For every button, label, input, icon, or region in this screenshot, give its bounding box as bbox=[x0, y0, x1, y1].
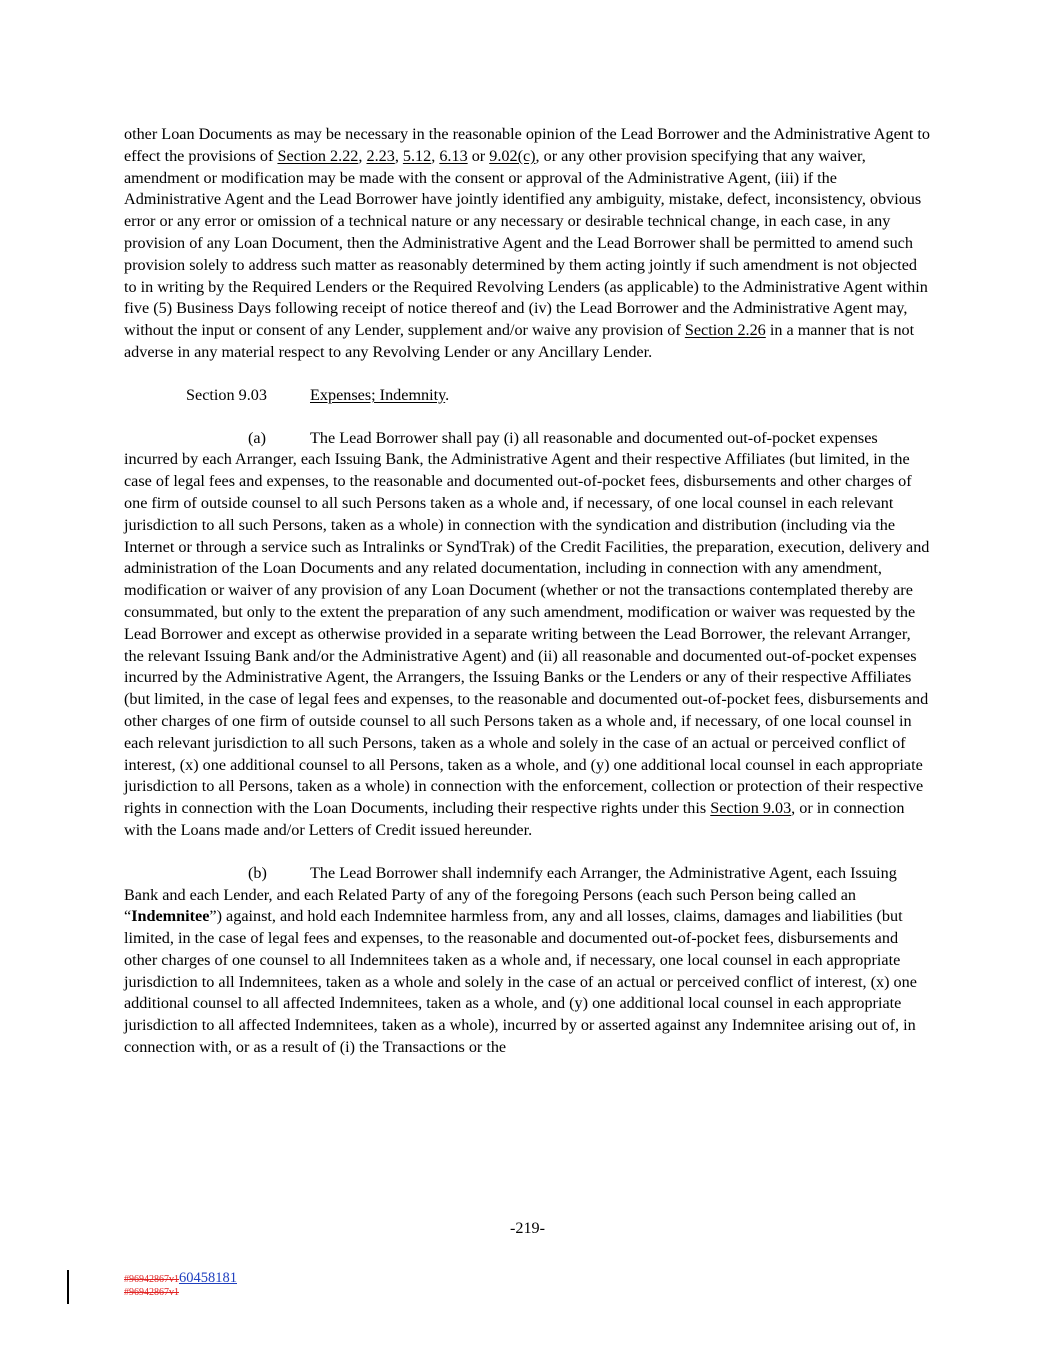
cross-reference: Section 9.03 bbox=[710, 799, 792, 818]
subsection-label: (b) bbox=[248, 863, 267, 882]
subsection-b bbox=[124, 863, 930, 1059]
document-page bbox=[124, 124, 930, 1059]
subsection-label: (a) bbox=[248, 428, 266, 447]
text-run: , or in connection with the Loans made and/or Letters of Credit issued hereunder. bbox=[124, 799, 905, 839]
cross-reference: 9.02(c) bbox=[489, 146, 536, 165]
defined-term: Indemnitee bbox=[131, 907, 210, 926]
doc-id-inserted: 60458181 bbox=[179, 1270, 237, 1286]
section-number: Section 9.03 bbox=[186, 385, 267, 404]
cross-reference: 5.12 bbox=[402, 146, 432, 165]
change-bar bbox=[67, 1270, 69, 1304]
cross-reference: Section 2.26 bbox=[684, 321, 766, 340]
separator: or bbox=[467, 146, 490, 165]
separator: . bbox=[445, 385, 450, 404]
separator: , bbox=[358, 146, 367, 165]
paragraph-continuation bbox=[124, 124, 930, 364]
text-run: The Lead Borrower shall pay (i) all reasonable and documented out-of-pocket expenses incurred by each Arranger, each Issuing Bank, the Administrative Agent and their respective Affiliates (but limited, in the case of legal fees and expenses, to the reasonable and documented out-of-pocket fees, disbursements and other charges of one firm of outside counsel to all such Persons taken as a whole and, if necessary, of one local counsel in each relevant jurisdiction to all such Persons, taken as a whole) in connection with the syndication and distribution (including via the Internet or through a service such as Intralinks or SyndTrak) of the Credit Facilities, the preparation, execution, delivery and administration of the Loan Documents and any related documentation, including in connection with any amendment, modification or waiver of any provision of any Loan Document (whether or not the transactions contemplated thereby are consummated, but only to the extent the preparation of any such amendment, modification or waiver was requested by the Lead Borrower and except as otherwise provided in a separate writing between the Lead Borrower, the relevant Arranger, the relevant Issuing Bank and/or the Administrative Agent) and (ii) all reasonable and documented out-of-pocket expenses incurred by the Administrative Agent, the Arrangers, the Issuing Banks or the Lenders or any of their respective Affiliates (but limited, in the case of legal fees and expenses, to the reasonable and documented out-of-pocket fees, disbursements and other charges of one firm of outside counsel to all such Persons taken as a whole and, if necessary, of one local counsel in each relevant jurisdiction to all such Persons, taken as a whole and solely in the case of an actual or perceived conflict of interest, (x) one additional counsel to all Persons, taken as a whole, and (y) one additional local counsel in each appropriate jurisdiction to all Persons, taken as a whole) in connection with the enforcement, collection or protection of their respective rights in connection with the Loan Documents, including their respective rights under this bbox=[124, 428, 930, 818]
page-number: -219- bbox=[509, 1219, 546, 1237]
section-title: Expenses; Indemnity bbox=[310, 385, 446, 404]
text-run: ”) against, and hold each Indemnitee harmless from, any and all losses, claims, damages and liabilities (but limited, in the case of legal fees and expenses, to the reasonable and documented out-of-pocket fees, disbursements and other charges of one counsel to all Indemnitees taken as a whole and, if necessary, one local counsel in each appropriate jurisdiction to all Indemnitees, taken as a whole and solely in the case of an actual or perceived conflict of interest, (x) one additional counsel to all affected Indemnitees, taken as a whole, and (y) one additional local counsel in each appropriate jurisdiction to all affected Indemnitees, taken as a whole), incurred by or asserted against any Indemnitee arising out of, in connection with, or as a result of (i) the Transactions or the bbox=[124, 907, 917, 1057]
cross-reference: 6.13 bbox=[439, 146, 468, 165]
cross-reference: Section 2.22 bbox=[277, 146, 359, 165]
doc-id-deleted: #96942867v1 bbox=[124, 1274, 179, 1285]
text-run: other Loan Documents as may be necessary in the reasonable opinion of the Lead Borrower and the Administrative Agent to effect the provisions of bbox=[124, 125, 930, 165]
section-heading bbox=[124, 385, 930, 407]
cross-reference: 2.23 bbox=[366, 146, 395, 165]
separator: , bbox=[394, 146, 403, 165]
text-run: , or any other provision specifying that any waiver, amendment or modification may be made with the consent or approval of the Administrative Agent, (iii) if the Administrative Agent and the Lead Borrower have jointly identified any ambiguity, mistake, defect, inconsistency, obvious error or any error or omission of a technical nature or any necessary or desirable technical change, in each case, in any provision of any Loan Document, then the Administrative Agent and the Lead Borrower shall be permitted to amend such provision solely to address such matter as reasonably determined by them acting jointly if such amendment is not objected to in writing by the Required Lenders or the Required Revolving Lenders (as applicable) to the Administrative Agent within five (5) Business Days following receipt of notice thereof and (iv) the Lead Borrower and the Administrative Agent may, without the input or consent of any Lender, supplement and/or waive any provision of bbox=[124, 146, 928, 340]
separator: , bbox=[431, 146, 440, 165]
document-id bbox=[124, 1272, 237, 1299]
text-run: in a manner that is not adverse in any material respect to any Revolving Lender or any Ancillary Lender. bbox=[124, 321, 915, 361]
doc-id-deleted-2: #96942867v1 bbox=[124, 1287, 179, 1298]
text-run: The Lead Borrower shall indemnify each Arranger, the Administrative Agent, each Issuing Bank and each Lender, and each Related Party of any of the foregoing Persons (each such Person being called an “ bbox=[124, 863, 897, 926]
subsection-a bbox=[124, 428, 930, 842]
